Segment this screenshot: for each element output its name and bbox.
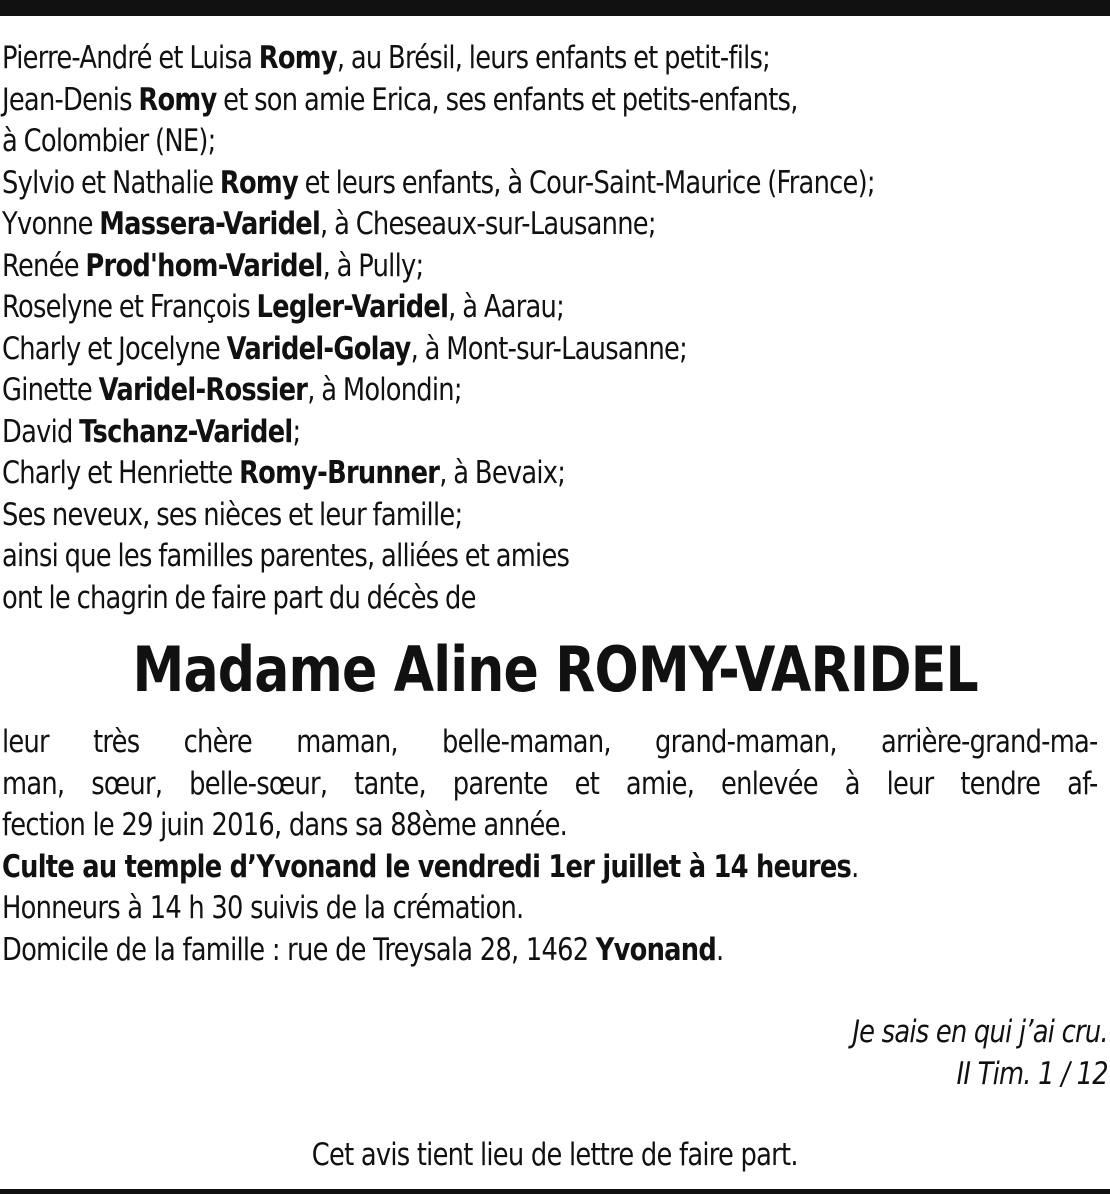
service-announcement — [2, 847, 1098, 889]
scripture-verse — [853, 1012, 1108, 1095]
mourner-line — [2, 370, 915, 412]
mourner-surname: Massera-Varidel — [99, 206, 321, 242]
verse-quote: Je sais en qui j’ai cru. — [852, 1014, 1108, 1050]
mourner-surname: Romy — [138, 81, 217, 118]
mourner-given: Charly et Jocelyne — [2, 330, 227, 367]
mourner-detail: , au Brésil, leurs enfants et petit-fils; — [336, 40, 771, 76]
bottom-rule — [0, 1189, 1110, 1194]
mourner-line — [2, 329, 915, 371]
mourner-line — [2, 453, 915, 495]
mourners-list — [2, 38, 915, 619]
mourner-given: Yvonne — [2, 206, 100, 242]
tribute-line: leur très chère maman, belle-maman, grand-maman, arrière-grand-ma- — [2, 724, 1098, 760]
mourner-line — [2, 121, 915, 163]
mourner-detail: et leurs enfants, à Cour-Saint-Maurice (France); — [297, 164, 875, 201]
footer-note — [0, 1135, 1110, 1177]
mourner-given: Ginette — [2, 372, 99, 408]
mourner-line — [2, 287, 915, 329]
mourner-line — [2, 578, 915, 620]
mourner-line — [2, 412, 915, 454]
footer-note-text: Cet avis tient lieu de lettre de faire part. — [312, 1137, 798, 1173]
mourner-detail: et son amie Erica, ses enfants et petits-enfants, — [216, 81, 798, 118]
service-punctuation: . — [851, 848, 859, 885]
mourner-given: Jean-Denis — [2, 81, 139, 118]
domicile-address: Domicile de la famille : rue de Treysala 28, 1462 — [2, 931, 596, 968]
mourner-given: ont le chagrin de faire part du décès de — [2, 579, 476, 616]
mourner-surname: Varidel-Golay — [226, 330, 411, 367]
mourner-line — [2, 163, 915, 205]
mourner-line — [2, 495, 915, 537]
mourner-detail: ; — [292, 413, 301, 450]
mourner-detail: , à Mont-sur-Lausanne; — [410, 330, 688, 367]
domicile-line — [2, 930, 1098, 972]
mourner-surname: Legler-Varidel — [256, 289, 449, 325]
mourner-detail: , à Bevaix; — [439, 455, 566, 491]
mourner-given: Sylvio et Nathalie — [2, 164, 220, 201]
service-text: Culte au temple d’Yvonand le vendredi 1er juillet à 14 heures — [2, 848, 852, 885]
top-rule — [0, 0, 1110, 16]
mourner-surname: Tschanz-Varidel — [79, 413, 293, 450]
tribute-line: fection le 29 juin 2016, dans sa 88ème année. — [2, 807, 568, 843]
mourner-detail: , à Molondin; — [307, 372, 462, 408]
domicile-locality: Yvonand — [595, 931, 717, 968]
mourner-line — [2, 536, 915, 578]
deceased-name-heading — [0, 632, 1110, 708]
verse-reference: II Tim. 1 / 12 — [956, 1055, 1108, 1092]
mourner-line — [2, 80, 915, 122]
mourner-surname: Romy — [219, 164, 298, 201]
mourner-surname: Romy-Brunner — [239, 455, 440, 491]
mourner-line — [2, 246, 915, 288]
mourner-detail: , à Cheseaux-sur-Lausanne; — [320, 206, 656, 242]
mourner-given: Renée — [2, 247, 86, 284]
mourner-line — [2, 204, 915, 246]
mourner-given: Charly et Henriette — [2, 455, 240, 491]
mourner-given: à Colombier (NE); — [2, 123, 216, 159]
mourner-surname: Prod'hom-Varidel — [85, 247, 323, 284]
mourner-given: Pierre-André et Luisa — [2, 40, 259, 76]
deceased-name: Madame Aline ROMY-VARIDEL — [132, 633, 978, 706]
tribute-block — [2, 722, 1098, 971]
mourner-surname: Romy — [258, 40, 337, 76]
mourner-detail: , à Pully; — [322, 247, 424, 284]
tribute-line: man, sœur, belle-sœur, tante, parente et amie, enlevée à leur tendre af- — [2, 765, 1098, 802]
mourner-given: Ses neveux, ses nièces et leur famille; — [2, 496, 463, 533]
mourner-given: Roselyne et François — [2, 289, 257, 325]
domicile-punctuation: . — [716, 931, 724, 968]
mourner-line — [2, 38, 915, 80]
mourner-surname: Varidel-Rossier — [98, 372, 308, 408]
honours-line: Honneurs à 14 h 30 suivis de la crémation. — [2, 890, 524, 926]
mourner-detail: , à Aarau; — [448, 289, 565, 325]
mourner-given: David — [2, 413, 80, 450]
mourner-given: ainsi que les familles parentes, alliées et amies — [2, 538, 570, 574]
